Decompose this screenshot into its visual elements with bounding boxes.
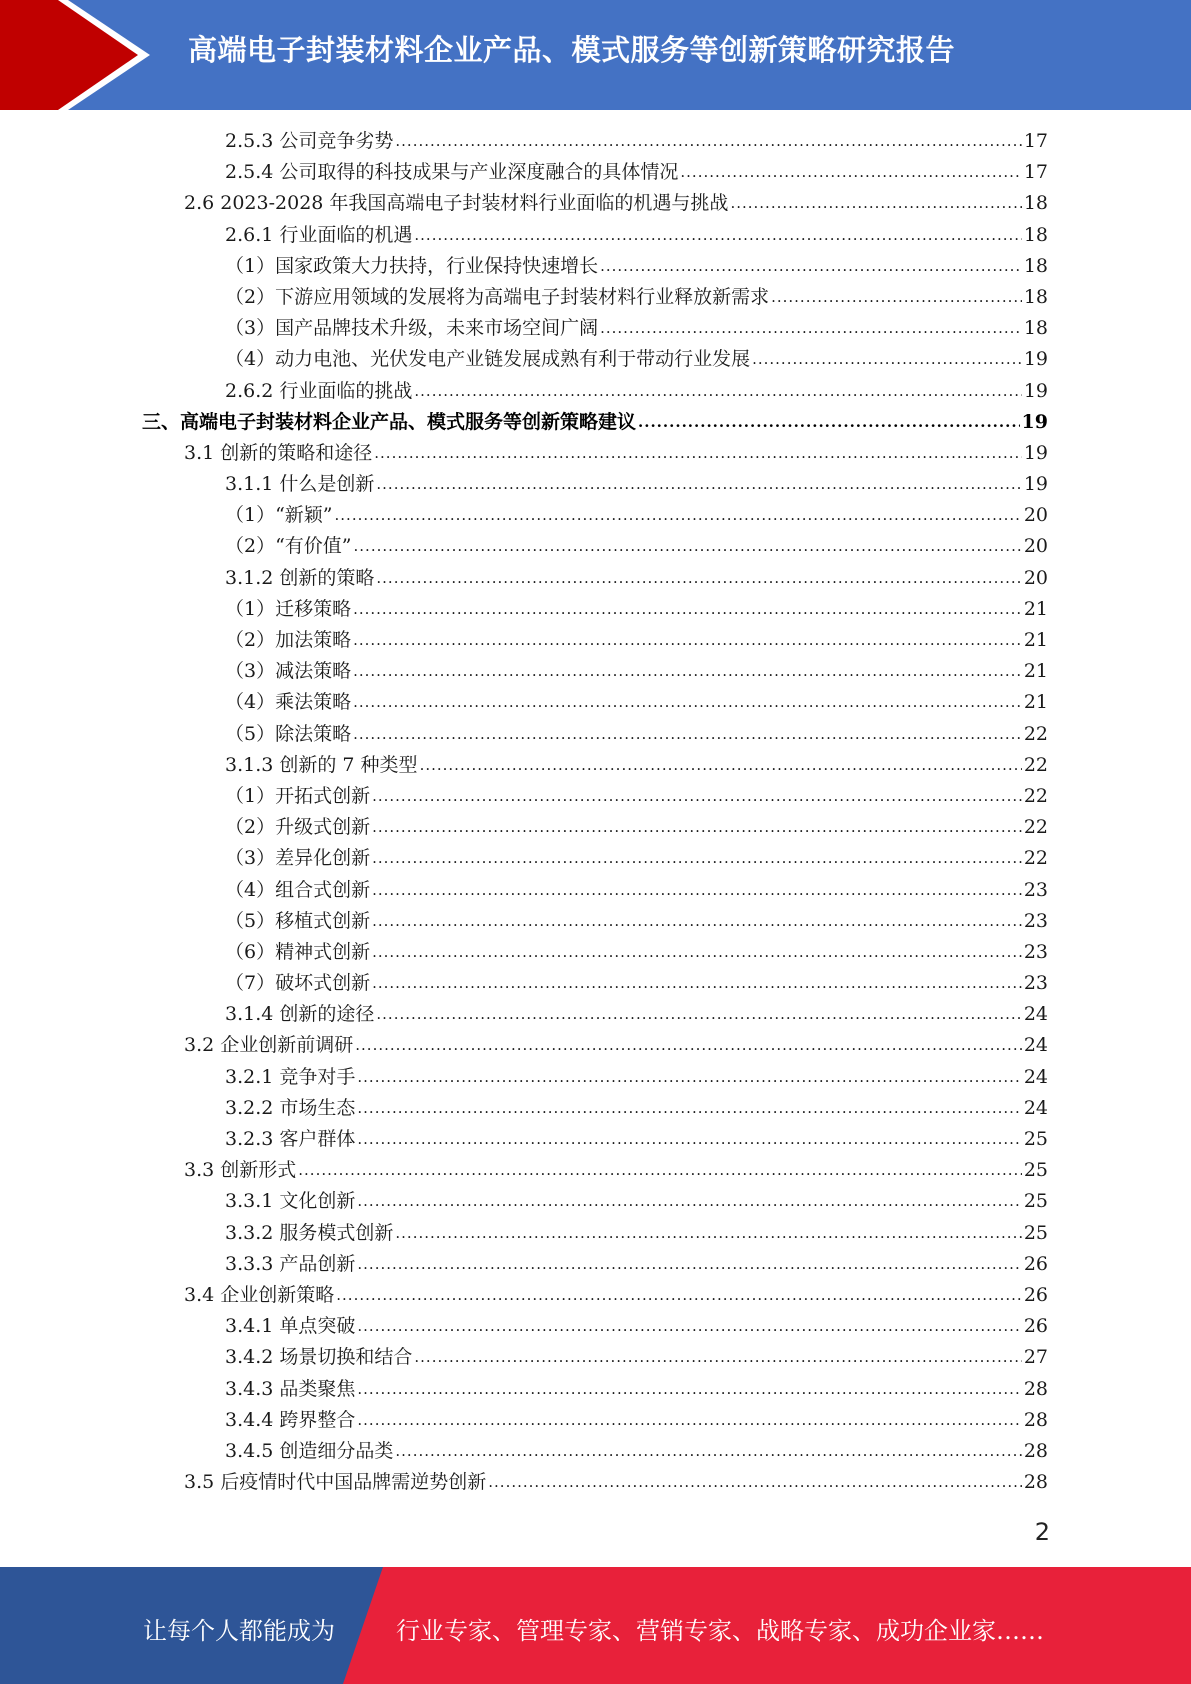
toc-entry-page: 22 (1023, 816, 1048, 839)
toc-entry-page: 25 (1023, 1159, 1048, 1182)
toc-entry-title: 3.2.3 客户群体 (225, 1128, 356, 1150)
toc-entry-title: （2）升级式创新 (225, 816, 371, 839)
toc-entry-title: 3.3.3 产品创新 (225, 1252, 356, 1275)
toc-dot-leader (298, 1155, 1022, 1186)
toc-entry[interactable] (0, 1030, 1048, 1061)
toc-entry-title: 3.1.1 什么是创新 (225, 473, 375, 496)
toc-dot-leader (335, 500, 1022, 531)
toc-entry-page: 21 (1023, 691, 1048, 714)
toc-entry-page: 21 (1023, 597, 1048, 620)
toc-entry-page: 26 (1023, 1315, 1048, 1338)
toc-entry[interactable] (0, 625, 1048, 656)
toc-entry[interactable] (0, 531, 1048, 562)
toc-entry[interactable] (0, 251, 1048, 282)
toc-entry-title: （1）开拓式创新 (225, 784, 371, 807)
toc-dot-leader (357, 1124, 1021, 1155)
toc-entry-title: 2.6.2 行业面临的挑战 (225, 379, 413, 402)
toc-entry-title: 3.3.1 文化创新 (225, 1190, 356, 1213)
toc-entry-page: 22 (1023, 753, 1048, 776)
toc-entry-title: 2.5.4 公司取得的科技成果与产业深度融合的具体情况 (225, 161, 679, 184)
toc-entry-title: 3.2.1 竞争对手 (225, 1065, 356, 1088)
toc-entry-title: 3.4.5 创造细分品类 (225, 1439, 394, 1462)
toc-entry-title: 2.5.3 公司竞争劣势 (225, 130, 394, 152)
toc-dot-leader (353, 625, 1022, 656)
toc-entry-page: 24 (1023, 1003, 1048, 1026)
toc-entry-title: （2）下游应用领域的发展将为高端电子封装材料行业释放新需求 (225, 285, 770, 308)
toc-entry-page: 24 (1023, 1065, 1048, 1088)
toc-entry-title: （3）差异化创新 (225, 847, 371, 870)
toc-dot-leader (353, 719, 1022, 750)
toc-dot-leader (355, 1030, 1022, 1061)
toc-entry-page: 20 (1023, 504, 1048, 527)
toc-entry-title: 3.3.2 服务模式创新 (225, 1221, 394, 1244)
toc-entry-title: （1）迁移策略 (225, 597, 352, 620)
toc-entry[interactable] (0, 1124, 1048, 1155)
toc-dot-leader (357, 1093, 1021, 1124)
toc-entry[interactable] (0, 220, 1048, 251)
toc-entry-title: 2.6 2023-2028 年我国高端电子封装材料行业面临的机遇与挑战 (184, 192, 729, 215)
toc-entry[interactable] (0, 1374, 1048, 1405)
toc-dot-leader (752, 344, 1022, 375)
toc-entry-page: 23 (1023, 878, 1048, 901)
toc-entry-page: 22 (1023, 722, 1048, 745)
toc-entry-page: 21 (1023, 660, 1048, 683)
toc-entry-page: 23 (1023, 972, 1048, 995)
toc-entry-page: 22 (1023, 847, 1048, 870)
toc-entry-title: 3.5 后疫情时代中国品牌需逆势创新 (184, 1471, 487, 1494)
toc-entry[interactable] (0, 1342, 1048, 1373)
toc-entry-page: 20 (1023, 566, 1048, 589)
toc-entry-page: 19 (1023, 379, 1048, 402)
toc-dot-leader (395, 1218, 1021, 1249)
toc-entry-page: 27 (1023, 1346, 1048, 1369)
page-number: 2 (1034, 1518, 1050, 1546)
toc-entry-page: 19 (1023, 473, 1048, 496)
toc-dot-leader (357, 1311, 1021, 1342)
table-of-contents (0, 126, 1191, 1498)
toc-entry[interactable] (0, 875, 1048, 906)
toc-dot-leader (353, 594, 1022, 625)
toc-entry-title: 3.1 创新的策略和途径 (184, 441, 373, 464)
toc-dot-leader (374, 438, 1022, 469)
toc-dot-leader (372, 781, 1022, 812)
toc-dot-leader (372, 937, 1022, 968)
toc-entry-page: 28 (1023, 1439, 1048, 1462)
toc-entry-page: 17 (1023, 130, 1048, 152)
toc-dot-leader (376, 563, 1021, 594)
toc-entry-page: 25 (1023, 1221, 1048, 1244)
toc-entry-title: 3.4.4 跨界整合 (225, 1408, 356, 1431)
toc-entry[interactable] (0, 188, 1048, 219)
toc-entry-page: 18 (1023, 254, 1048, 277)
toc-entry[interactable] (0, 157, 1048, 188)
toc-dot-leader (357, 1374, 1021, 1405)
toc-entry[interactable] (0, 1062, 1048, 1093)
toc-entry[interactable] (0, 968, 1048, 999)
toc-entry-page: 18 (1023, 317, 1048, 340)
toc-entry[interactable] (0, 1155, 1048, 1186)
toc-entry-page: 21 (1023, 629, 1048, 651)
toc-entry-page: 25 (1023, 1190, 1048, 1213)
toc-entry-title: 3.4.1 单点突破 (225, 1315, 356, 1338)
toc-entry[interactable] (0, 1093, 1048, 1124)
toc-dot-leader (376, 999, 1021, 1030)
toc-dot-leader (680, 157, 1021, 188)
toc-entry-page: 18 (1023, 285, 1048, 308)
toc-entry-title: （4）乘法策略 (225, 691, 352, 714)
page-header (0, 0, 1191, 110)
toc-dot-leader (395, 126, 1021, 157)
toc-dot-leader (354, 531, 1022, 562)
toc-entry[interactable] (0, 282, 1048, 313)
toc-dot-leader (336, 1280, 1022, 1311)
toc-entry-title: 3.4.3 品类聚焦 (225, 1377, 356, 1400)
toc-dot-leader (372, 968, 1022, 999)
toc-entry-title: 3.1.2 创新的策略 (225, 566, 375, 589)
toc-dot-leader (414, 1342, 1021, 1373)
toc-entry[interactable] (0, 1436, 1048, 1467)
toc-entry-title: 3.2.2 市场生态 (225, 1096, 356, 1119)
toc-entry[interactable] (0, 1218, 1048, 1249)
toc-entry-page: 24 (1023, 1096, 1048, 1119)
toc-entry[interactable] (0, 687, 1048, 718)
toc-entry-title: （1）国家政策大力扶持，行业保持快速增长 (225, 254, 599, 277)
toc-entry[interactable] (0, 999, 1048, 1030)
toc-entry[interactable] (0, 906, 1048, 937)
toc-entry[interactable] (0, 781, 1048, 812)
toc-dot-leader (357, 1186, 1021, 1217)
toc-dot-leader (372, 812, 1022, 843)
toc-entry[interactable] (0, 1186, 1048, 1217)
toc-entry[interactable] (0, 656, 1048, 687)
footer-slogan-left: 让每个人都能成为 (143, 1617, 335, 1645)
toc-entry-page: 28 (1023, 1408, 1048, 1431)
toc-entry[interactable] (0, 313, 1048, 344)
toc-entry-title: 3.4.2 场景切换和结合 (225, 1346, 413, 1369)
toc-entry-page: 22 (1023, 784, 1048, 807)
toc-dot-leader (357, 1405, 1021, 1436)
toc-entry-title: （6）精神式创新 (225, 940, 371, 963)
toc-dot-leader (376, 469, 1021, 500)
toc-entry-title: （7）破坏式创新 (225, 972, 371, 995)
toc-entry-title: 3.1.4 创新的途径 (225, 1003, 375, 1026)
toc-entry-page: 19 (1023, 348, 1048, 371)
toc-entry-page: 18 (1023, 192, 1048, 215)
toc-dot-leader (771, 282, 1022, 313)
toc-entry[interactable] (0, 1280, 1048, 1311)
toc-dot-leader (372, 843, 1022, 874)
toc-entry-page: 28 (1023, 1377, 1048, 1400)
page-footer (0, 1567, 1191, 1684)
toc-entry-page: 25 (1023, 1128, 1048, 1150)
toc-dot-leader (353, 687, 1022, 718)
toc-entry[interactable] (0, 469, 1048, 500)
toc-entry-page: 18 (1023, 223, 1048, 246)
toc-entry[interactable] (0, 1249, 1048, 1280)
toc-entry-title: 3.1.3 创新的 7 种类型 (225, 753, 418, 776)
toc-entry[interactable] (0, 563, 1048, 594)
toc-entry-title: （4）组合式创新 (225, 878, 371, 901)
toc-entry-page: 23 (1023, 940, 1048, 963)
toc-entry-title: （3）减法策略 (225, 660, 352, 683)
toc-entry[interactable] (0, 126, 1048, 157)
toc-entry[interactable] (0, 1405, 1048, 1436)
toc-entry-page: 19 (1023, 441, 1048, 464)
toc-dot-leader (414, 220, 1021, 251)
toc-entry-page: 26 (1023, 1252, 1048, 1275)
toc-entry-title: 3.3 创新形式 (184, 1159, 297, 1182)
toc-entry[interactable] (0, 407, 1048, 438)
toc-dot-leader (420, 750, 1022, 781)
toc-entry-page: 20 (1023, 535, 1048, 558)
toc-dot-leader (414, 376, 1021, 407)
toc-entry[interactable] (0, 750, 1048, 781)
toc-entry-title: 2.6.1 行业面临的机遇 (225, 223, 413, 246)
footer-slogan-right: 行业专家、管理专家、营销专家、战略专家、成功企业家…… (396, 1617, 1044, 1645)
toc-entry[interactable] (0, 1467, 1048, 1498)
toc-entry-title: （1）“新颖” (225, 504, 333, 527)
toc-dot-leader (488, 1467, 1022, 1498)
toc-entry-title: （5）除法策略 (225, 722, 352, 745)
toc-dot-leader (600, 251, 1022, 282)
toc-entry-title: （3）国产品牌技术升级，未来市场空间广阔 (225, 317, 599, 340)
toc-entry-title: （5）移植式创新 (225, 909, 371, 932)
toc-entry-page: 26 (1023, 1283, 1048, 1306)
toc-entry-title: 3.2 企业创新前调研 (184, 1034, 354, 1057)
toc-entry[interactable] (0, 376, 1048, 407)
toc-entry-page: 28 (1023, 1471, 1048, 1494)
toc-entry-page: 19 (1021, 410, 1048, 433)
toc-entry-title: （4）动力电池、光伏发电产业链发展成熟有利于带动行业发展 (225, 348, 751, 371)
toc-entry-title: （2）加法策略 (225, 629, 352, 651)
toc-entry-title: 3.4 企业创新策略 (184, 1283, 335, 1306)
toc-entry[interactable] (0, 344, 1048, 375)
toc-dot-leader (353, 656, 1022, 687)
toc-entry[interactable] (0, 500, 1048, 531)
toc-dot-leader (638, 407, 1020, 438)
toc-dot-leader (372, 875, 1022, 906)
toc-dot-leader (600, 313, 1022, 344)
toc-dot-leader (730, 188, 1021, 219)
toc-entry-page: 17 (1023, 161, 1048, 184)
toc-entry-title: （2）“有价值” (225, 535, 352, 558)
toc-dot-leader (357, 1062, 1021, 1093)
toc-entry-title: 三、高端电子封装材料企业产品、模式服务等创新策略建议 (142, 410, 637, 433)
toc-entry[interactable] (0, 937, 1048, 968)
toc-entry-page: 24 (1023, 1034, 1048, 1057)
toc-entry[interactable] (0, 812, 1048, 843)
toc-entry-page: 23 (1023, 909, 1048, 932)
toc-entry[interactable] (0, 719, 1048, 750)
red-chevron-logo (0, 0, 150, 110)
toc-dot-leader (395, 1436, 1021, 1467)
toc-entry[interactable] (0, 1311, 1048, 1342)
toc-entry[interactable] (0, 843, 1048, 874)
toc-entry[interactable] (0, 594, 1048, 625)
toc-dot-leader (372, 906, 1022, 937)
toc-entry[interactable] (0, 438, 1048, 469)
report-title: 高端电子封装材料企业产品、模式服务等创新策略研究报告 (188, 33, 956, 67)
toc-dot-leader (357, 1249, 1021, 1280)
